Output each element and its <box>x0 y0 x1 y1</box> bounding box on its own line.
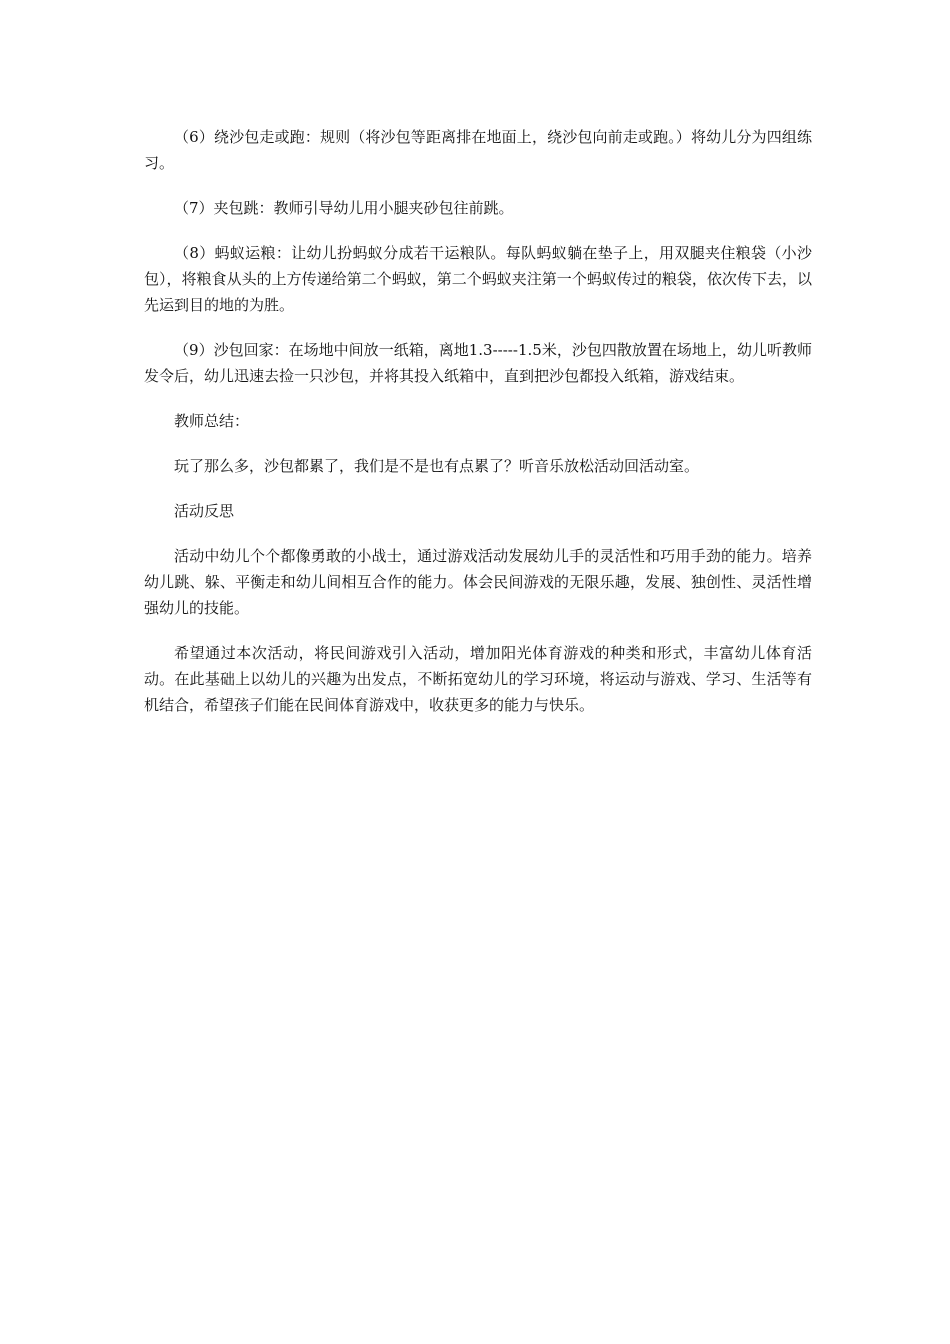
teacher-summary-text: 玩了那么多，沙包都累了，我们是不是也有点累了？听音乐放松活动回活动室。 <box>174 457 700 475</box>
reflection-heading: 活动反思 <box>174 502 235 520</box>
paragraph-rule-6: （6）绕沙包走或跑：规则（将沙包等距离排在地面上，绕沙包向前走或跑。）将幼儿分为四组练习。 <box>144 128 812 172</box>
paragraph-rule-9: （9）沙包回家：在场地中间放一纸箱，离地1.3-----1.5米，沙包四散放置在场地上，幼儿听教师发令后，幼儿迅速去捡一只沙包，并将其投入纸箱中，直到把沙包都投入纸箱，游戏结束。 <box>144 341 812 385</box>
teacher-summary-heading: 教师总结： <box>174 412 250 430</box>
document-body <box>144 124 812 737</box>
reflection-paragraph-2: 希望通过本次活动，将民间游戏引入活动，增加阳光体育游戏的种类和形式，丰富幼儿体育活动。在此基础上以幼儿的兴趣为出发点，不断拓宽幼儿的学习环境，将运动与游戏、学习、生活等有机结合，希望孩子们能在民间体育游戏中，收获更多的能力与快乐。 <box>144 644 812 714</box>
paragraph-rule-7: （7）夹包跳：教师引导幼儿用小腿夹砂包往前跳。 <box>174 199 514 217</box>
paragraph-rule-8: （8）蚂蚁运粮：让幼儿扮蚂蚁分成若干运粮队。每队蚂蚁躺在垫子上，用双腿夹住粮袋（小沙包），将粮食从头的上方传递给第二个蚂蚁，第二个蚂蚁夹注第一个蚂蚁传过的粮袋，依次传下去，以先运到目的地的为胜。 <box>144 244 812 314</box>
reflection-paragraph-1: 活动中幼儿个个都像勇敢的小战士，通过游戏活动发展幼儿手的灵活性和巧用手劲的能力。培养幼儿跳、躲、平衡走和幼儿间相互合作的能力。体会民间游戏的无限乐趣，发展、独创性、灵活性增强幼儿的技能。 <box>144 547 812 617</box>
